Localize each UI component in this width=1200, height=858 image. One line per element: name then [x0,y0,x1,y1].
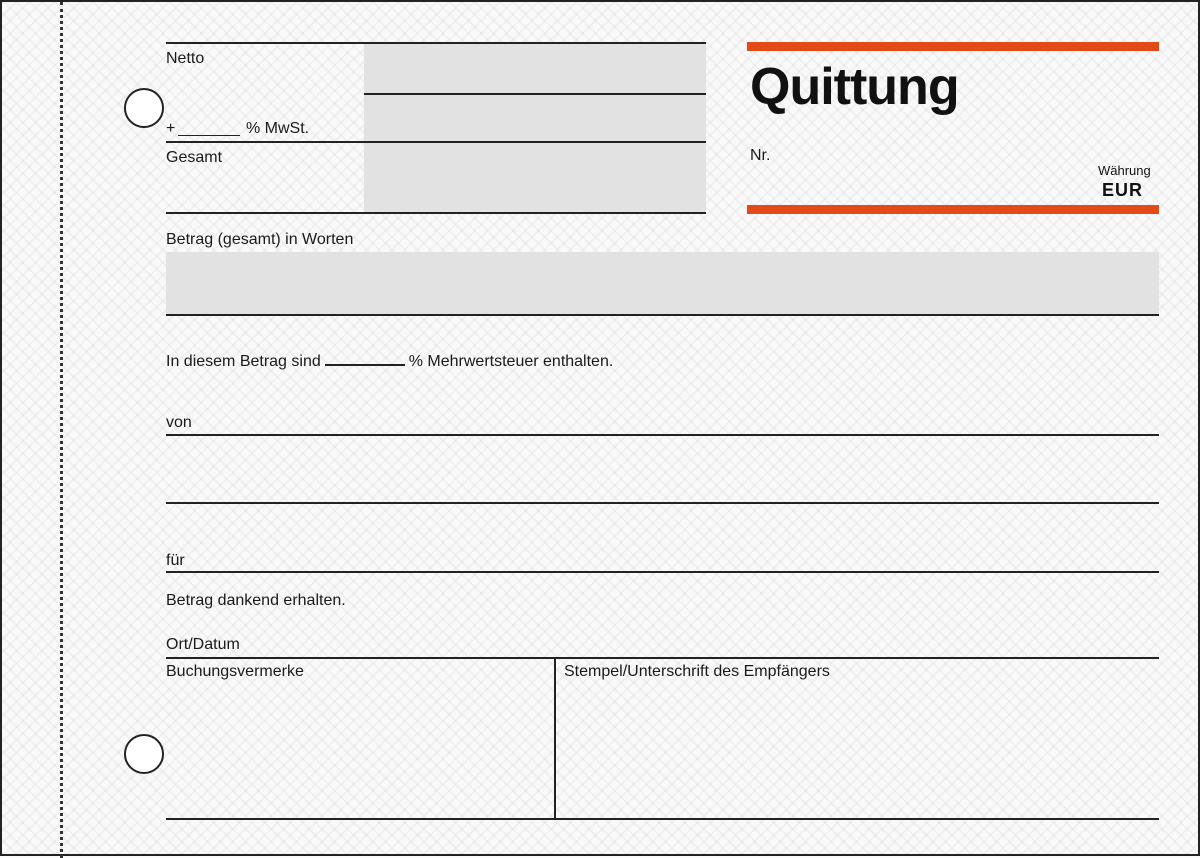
perforation-line [60,2,63,858]
vat-amount-field[interactable] [366,95,704,140]
for-line[interactable] [166,571,1159,573]
accent-bar-bottom [747,205,1159,214]
place-date-line[interactable] [166,657,1159,659]
place-date-label: Ort/Datum [166,636,240,653]
amount-in-words-field[interactable] [166,252,1159,314]
received-with-thanks: Betrag dankend erhalten. [166,592,346,609]
receipt-number-field[interactable] [778,142,1078,182]
accent-bar-top [747,42,1159,51]
booking-notes-label: Buchungsvermerke [166,663,304,680]
signature-field[interactable] [558,684,1158,816]
total-amount-field[interactable] [366,143,704,211]
booking-notes-field[interactable] [168,684,552,816]
vat-included-rate-blank[interactable] [325,363,405,366]
receipt-number-label: Nr. [750,147,771,164]
for-label: für [166,552,185,569]
divider-top [166,42,706,44]
net-label: Netto [166,50,205,67]
vat-label: % MwSt. [246,120,310,137]
from-line-1[interactable] [166,434,1159,436]
vat-rate-blank[interactable] [178,135,240,136]
from-label: von [166,414,192,431]
from-line-2[interactable] [166,502,1159,504]
currency-label: Währung [1098,163,1151,178]
bottom-line [166,818,1159,820]
total-label: Gesamt [166,149,223,166]
signature-label: Stempel/Unterschrift des Empfängers [564,663,830,680]
vat-sentence-after: % Mehrwertsteuer enthalten. [408,353,614,370]
punch-hole-top [124,88,164,128]
vat-included-sentence [166,353,613,371]
amount-in-words-line [166,314,1159,316]
net-amount-field[interactable] [366,46,704,92]
vat-prefix: + [166,120,176,137]
divider-total [166,212,706,214]
receipt-title: Quittung [750,58,959,116]
punch-hole-bottom [124,734,164,774]
vat-sentence-before: In diesem Betrag sind [166,353,321,370]
bottom-divider [554,658,556,818]
amount-in-words-label: Betrag (gesamt) in Worten [166,231,354,248]
currency-value: EUR [1102,180,1144,200]
